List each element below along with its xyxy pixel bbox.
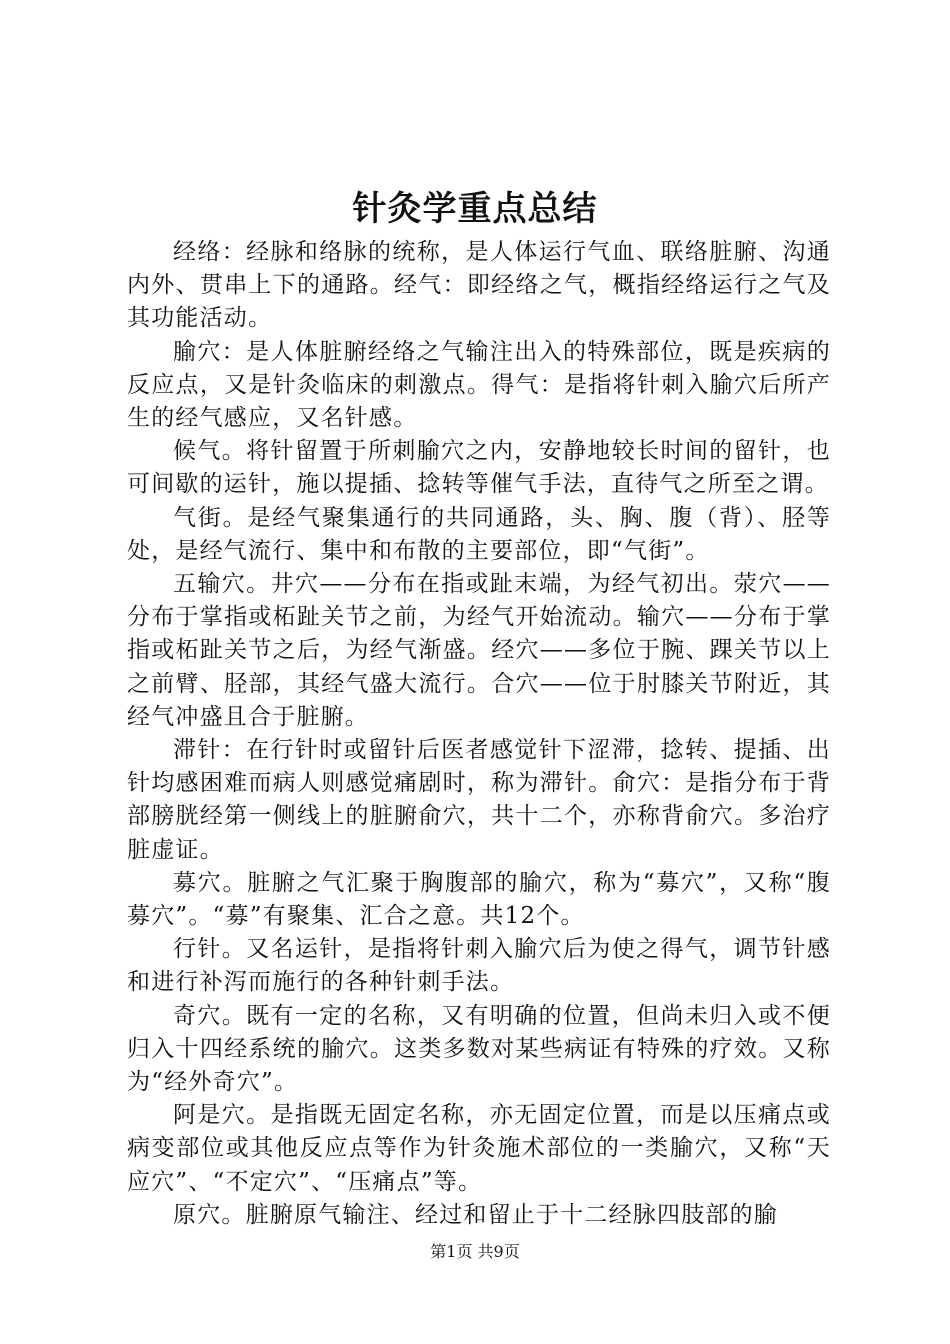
paragraph-wushuxue: 五输穴。井穴——分布在指或趾末端，为经气初出。荥穴——分布于掌指或柘趾关节之前，为经气开始流动。输穴——分布于掌指或柘趾关节之后，为经气渐盛。经穴——多位于腕、踝关节以上之前臂、胫部，其经气盛大流行。合穴——位于肘膝关节附近，其经气冲盛且合于脏腑。 [127, 571, 831, 730]
paragraph-muxue: 募穴。脏腑之气汇聚于胸腹部的腧穴，称为“募穴”，又称“腹募穴”。“募”有聚集、汇合之意。共12个。 [127, 869, 831, 930]
document-body [127, 236, 831, 1232]
paragraph-xingzhen: 行针。又名运针，是指将针刺入腧穴后为使之得气，调节针感和进行补泻而施行的各种针刺手法。 [127, 936, 831, 996]
paragraph-shuxue: 腧穴：是人体脏腑经络之气输注出入的特殊部位，既是疾病的反应点，又是针灸临床的刺激点。得气：是指将针刺入腧穴后所产生的经气感应，又名针感。 [127, 338, 831, 432]
paragraph-qixue: 奇穴。既有一定的名称，又有明确的位置，但尚未归入或不便归入十四经系统的腧穴。这类多数对某些病证有特殊的疗效。又称为“经外奇穴”。 [127, 1002, 831, 1096]
paragraph-jingluo: 经络：经脉和络脉的统称，是人体运行气血、联络脏腑、沟通内外、贯串上下的通路。经气：即经络之气，概指经络运行之气及其功能活动。 [127, 239, 831, 332]
paragraph-ashixue: 阿是穴。是指既无固定名称，亦无固定位置，而是以压痛点或病变部位或其他反应点等作为针灸施术部位的一类腧穴，又称“天应穴”、“不定穴”、“压痛点”等。 [127, 1102, 831, 1195]
paragraph-qijie: 气街。是经气聚集通行的共同通路，头、胸、腹（背）、胫等处，是经气流行、集中和布散的主要部位，即“气街”。 [127, 504, 831, 564]
paragraph-zhizhen: 滞针：在行针时或留针后医者感觉针下涩滞，捻转、提插、出针均感困难而病人则感觉痛剧时，称为滞针。俞穴：是指分布于背部膀胱经第一侧线上的脏腑俞穴，共十二个，亦称背俞穴。多治疗脏虚证。 [127, 737, 831, 863]
page-footer: 第1页 共9页 [430, 1242, 520, 1261]
paragraph-yuanxue: 原穴。脏腑原气输注、经过和留止于十二经脉四肢部的腧 [173, 1201, 778, 1228]
paragraph-houqi: 候气。将针留置于所刺腧穴之内，安静地较长时间的留针，也可间歇的运针，施以提插、捻转等催气手法，直待气之所至之谓。 [127, 438, 831, 498]
document-title: 针灸学重点总结 [352, 189, 598, 229]
